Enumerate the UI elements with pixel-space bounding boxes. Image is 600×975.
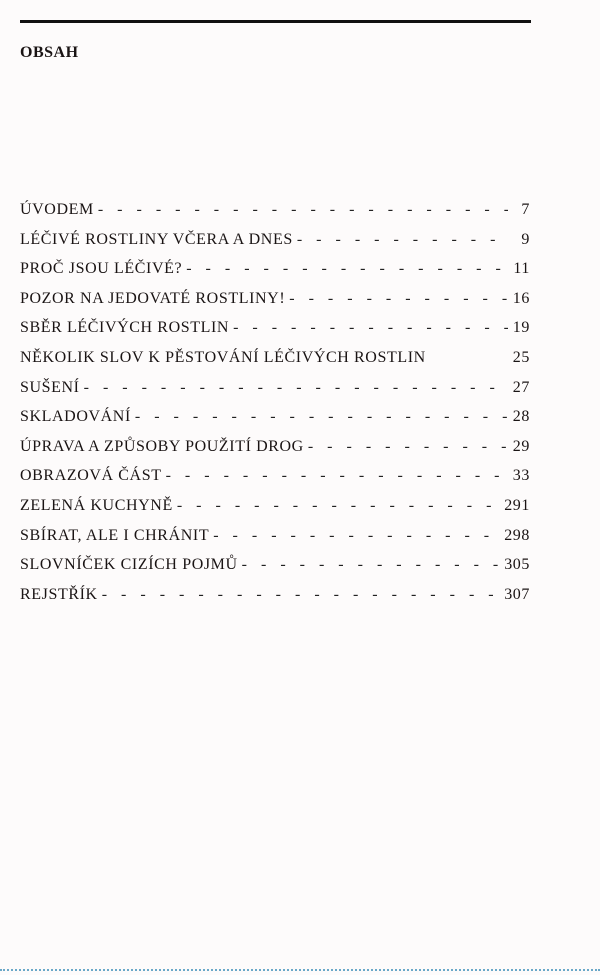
toc-entry-title: ZELENÁ KUCHYNĚ	[20, 496, 173, 514]
dot-leader	[213, 527, 500, 545]
toc-entry-title: SLOVNÍČEK CIZÍCH POJMŮ	[20, 556, 238, 574]
toc-entry-page: 19	[512, 319, 530, 337]
toc-entry-title: SKLADOVÁNÍ	[20, 408, 131, 426]
toc-entry-title: ÚPRAVA A ZPŮSOBY POUŽITÍ DROG	[20, 437, 304, 455]
table-of-contents	[20, 201, 530, 615]
toc-entry	[20, 586, 530, 616]
dot-leader	[297, 231, 508, 249]
page-title: OBSAH	[20, 44, 79, 61]
toc-entry	[20, 231, 530, 261]
toc-entry-page: 33	[512, 467, 530, 485]
dot-leader	[308, 438, 508, 456]
dot-leader	[135, 408, 508, 426]
toc-entry	[20, 497, 530, 527]
dot-leader	[102, 586, 500, 604]
toc-entry-page: 291	[504, 496, 530, 514]
toc-entry-title: REJSTŘÍK	[20, 585, 98, 603]
toc-entry-page: 7	[521, 201, 530, 218]
toc-entry-title: SBĚR LÉČIVÝCH ROSTLIN	[20, 319, 230, 337]
dot-leader	[177, 497, 500, 515]
toc-entry-title: PROČ JSOU LÉČIVÉ?	[20, 260, 183, 278]
toc-entry	[20, 201, 530, 231]
toc-entry-page: 16	[512, 289, 530, 307]
toc-entry-title: OBRAZOVÁ ČÁST	[20, 467, 162, 485]
toc-entry-title: LÉČIVÉ ROSTLINY VČERA A DNES	[20, 230, 293, 248]
toc-entry-page: 27	[512, 378, 530, 396]
toc-entry	[20, 556, 530, 586]
toc-entry-page: 305	[504, 556, 530, 574]
dot-leader	[242, 556, 501, 574]
dot-leader	[289, 290, 508, 308]
toc-entry-title: POZOR NA JEDOVATÉ ROSTLINY!	[20, 289, 286, 307]
toc-entry	[20, 379, 530, 409]
toc-entry-page: 28	[512, 408, 530, 426]
toc-entry	[20, 438, 530, 468]
dot-leader	[186, 260, 508, 278]
page-edge	[0, 969, 600, 971]
toc-entry-page: 307	[504, 585, 530, 603]
toc-entry-page: 9	[521, 230, 530, 248]
toc-entry-page: 11	[513, 260, 530, 278]
dot-leader	[166, 467, 508, 485]
top-rule	[20, 20, 531, 23]
dot-leader	[233, 319, 508, 337]
toc-entry-page: 25	[512, 348, 530, 366]
toc-entry	[20, 349, 530, 379]
toc-entry-page: 298	[504, 526, 530, 544]
toc-entry	[20, 467, 530, 497]
toc-entry-title: NĚKOLIK SLOV K PĚSTOVÁNÍ LÉČIVÝCH ROSTLIN	[20, 348, 426, 366]
toc-entry-page: 29	[512, 437, 530, 455]
toc-entry-title: SBÍRAT, ALE I CHRÁNIT	[20, 526, 210, 544]
toc-entry	[20, 408, 530, 438]
toc-entry-title: ÚVODEM	[20, 201, 94, 218]
dot-leader	[84, 379, 508, 397]
dot-leader	[98, 201, 508, 219]
toc-entry-title: SUŠENÍ	[20, 378, 80, 396]
toc-entry	[20, 290, 530, 320]
toc-entry	[20, 260, 530, 290]
toc-entry	[20, 527, 530, 557]
toc-entry	[20, 319, 530, 349]
